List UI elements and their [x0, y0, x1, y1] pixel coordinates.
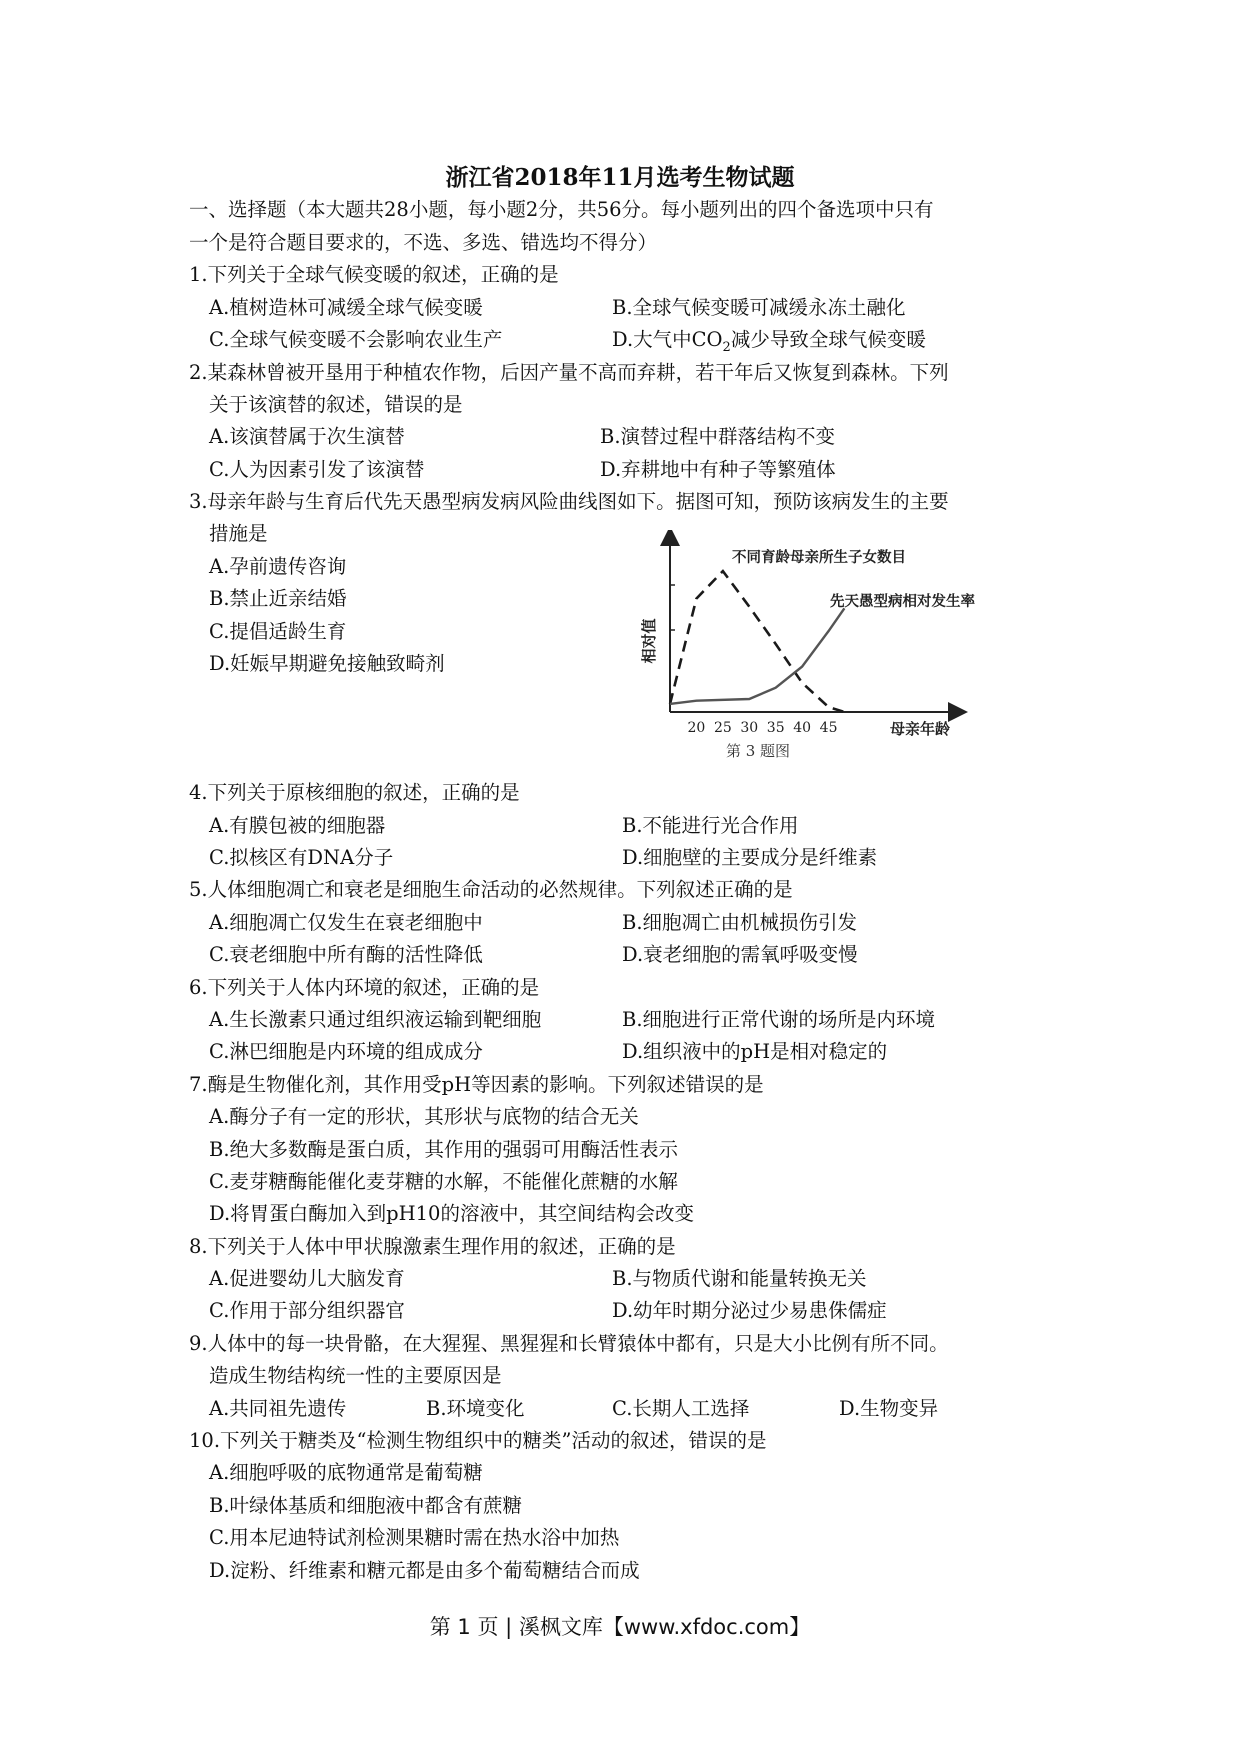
q4-option-c: C.拟核区有DNA分子 [209, 846, 394, 869]
q5-option-a: A.细胞凋亡仅发生在衰老细胞中 [209, 911, 483, 934]
q6-stem: 6.下列关于人体内环境的叙述，正确的是 [189, 976, 540, 999]
q9-stem-line-1: 9.人体中的每一块骨骼，在大猩猩、黑猩猩和长臂猿体中都有，只是大小比例有所不同。 [189, 1332, 949, 1355]
series-label-0: 不同育龄母亲所生子女数目 [732, 550, 906, 566]
q8-option-b: B.与物质代谢和能量转换无关 [612, 1267, 867, 1290]
x-axis-label: 母亲年龄 [890, 720, 951, 738]
x-tick-label-30: 30 [740, 720, 759, 736]
q6-option-c: C.淋巴细胞是内环境的组成成分 [209, 1040, 483, 1063]
q7-option-b: B.绝大多数酶是蛋白质，其作用的强弱可用酶活性表示 [209, 1138, 679, 1161]
q3-option-c: C.提倡适龄生育 [209, 620, 347, 643]
q5-option-c: C.衰老细胞中所有酶的活性降低 [209, 943, 483, 966]
q3-stem-line-1: 3.母亲年龄与生育后代先天愚型病发病风险曲线图如下。据图可知，预防该病发生的主要 [189, 490, 949, 513]
q7-stem: 7.酶是生物催化剂，其作用受pH等因素的影响。下列叙述错误的是 [189, 1073, 764, 1096]
q1-option-a: A.植树造林可减缓全球气候变暖 [209, 296, 483, 319]
q2-option-c: C.人为因素引发了该演替 [209, 458, 425, 481]
q2-option-d: D.弃耕地中有种子等繁殖体 [600, 458, 836, 481]
x-tick-label-20: 20 [687, 720, 706, 736]
q1-option-b: B.全球气候变暖可减缓永冻土融化 [612, 296, 906, 319]
q3-line-chart [640, 530, 980, 770]
y-axis-label: 相对值 [640, 618, 658, 664]
q9-stem-line-2: 造成生物结构统一性的主要原因是 [209, 1364, 502, 1387]
q9-option-c: C.长期人工选择 [612, 1397, 750, 1420]
q2-option-b: B.演替过程中群落结构不变 [600, 425, 836, 448]
q5-stem: 5.人体细胞凋亡和衰老是细胞生命活动的必然规律。下列叙述正确的是 [189, 878, 793, 901]
q8-stem: 8.下列关于人体中甲状腺激素生理作用的叙述，正确的是 [189, 1235, 676, 1258]
q2-option-a: A.该演替属于次生演替 [209, 425, 405, 448]
series-line-0 [670, 571, 844, 712]
series-label-1: 先天愚型病相对发生率 [830, 594, 975, 610]
q7-option-a: A.酶分子有一定的形状，其形状与底物的结合无关 [209, 1105, 639, 1128]
q9-option-a: A.共同祖先遗传 [209, 1397, 347, 1420]
q9-option-d: D.生物变异 [839, 1397, 939, 1420]
page-footer: 第 1 页 | 溪枫文库【www.xfdoc.com】 [429, 1615, 811, 1639]
q8-option-c: C.作用于部分组织器官 [209, 1299, 405, 1322]
q4-stem: 4.下列关于原核细胞的叙述，正确的是 [189, 781, 520, 804]
q10-option-b: B.叶绿体基质和细胞液中都含有蔗糖 [209, 1494, 523, 1517]
series-line-1 [670, 608, 844, 704]
page-title: 浙江省2018年11月选考生物试题 [445, 164, 795, 191]
section-intro-line-1: 一、选择题（本大题共28小题，每小题2分，共56分。每小题列出的四个备选项中只有 [189, 198, 934, 221]
q1-stem: 1.下列关于全球气候变暖的叙述，正确的是 [189, 263, 559, 286]
x-tick-label-45: 45 [819, 720, 838, 736]
q6-option-d: D.组织液中的pH是相对稳定的 [622, 1040, 888, 1063]
x-tick-label-35: 35 [766, 720, 785, 736]
q5-option-b: B.细胞凋亡由机械损伤引发 [622, 911, 858, 934]
q2-stem-line-2: 关于该演替的叙述，错误的是 [209, 393, 463, 416]
q1-option-c: C.全球气候变暖不会影响农业生产 [209, 328, 503, 351]
q10-option-c: C.用本尼迪特试剂检测果糖时需在热水浴中加热 [209, 1526, 620, 1549]
q3-option-d: D.妊娠早期避免接触致畸剂 [209, 652, 445, 675]
q8-option-a: A.促进婴幼儿大脑发育 [209, 1267, 405, 1290]
q6-option-b: B.细胞进行正常代谢的场所是内环境 [622, 1008, 936, 1031]
x-tick-label-25: 25 [713, 720, 732, 736]
q10-option-d: D.淀粉、纤维素和糖元都是由多个葡萄糖结合而成 [209, 1559, 640, 1582]
q2-stem-line-1: 2.某森林曾被开垦用于种植农作物，后因产量不高而弃耕，若干年后又恢复到森林。下列 [189, 361, 949, 384]
q3-option-a: A.孕前遗传咨询 [209, 555, 347, 578]
q1-option-d: D.大气中$CO_2$减少导致全球气候变暖 [612, 328, 926, 355]
q9-option-b: B.环境变化 [426, 1397, 525, 1420]
q4-option-b: B.不能进行光合作用 [622, 814, 799, 837]
q8-option-d: D.幼年时期分泌过少易患侏儒症 [612, 1299, 887, 1322]
chart-caption: 第 3 题图 [725, 742, 791, 760]
q5-option-d: D.衰老细胞的需氧呼吸变慢 [622, 943, 858, 966]
q10-option-a: A.细胞呼吸的底物通常是葡萄糖 [209, 1461, 483, 1484]
q4-option-a: A.有膜包被的细胞器 [209, 814, 386, 837]
x-tick-label-40: 40 [793, 720, 812, 736]
section-intro-line-2: 一个是符合题目要求的，不选、多选、错选均不得分） [189, 231, 658, 254]
q3-option-b: B.禁止近亲结婚 [209, 587, 347, 610]
q3-stem-line-2: 措施是 [209, 522, 268, 545]
q6-option-a: A.生长激素只通过组织液运输到靶细胞 [209, 1008, 542, 1031]
q7-option-d: D.将胃蛋白酶加入到pH10的溶液中，其空间结构会改变 [209, 1202, 694, 1225]
q7-option-c: C.麦芽糖酶能催化麦芽糖的水解，不能催化蔗糖的水解 [209, 1170, 678, 1193]
q4-option-d: D.细胞壁的主要成分是纤维素 [622, 846, 878, 869]
q10-stem: 10.下列关于糖类及“检测生物组织中的糖类”活动的叙述，错误的是 [189, 1429, 767, 1452]
